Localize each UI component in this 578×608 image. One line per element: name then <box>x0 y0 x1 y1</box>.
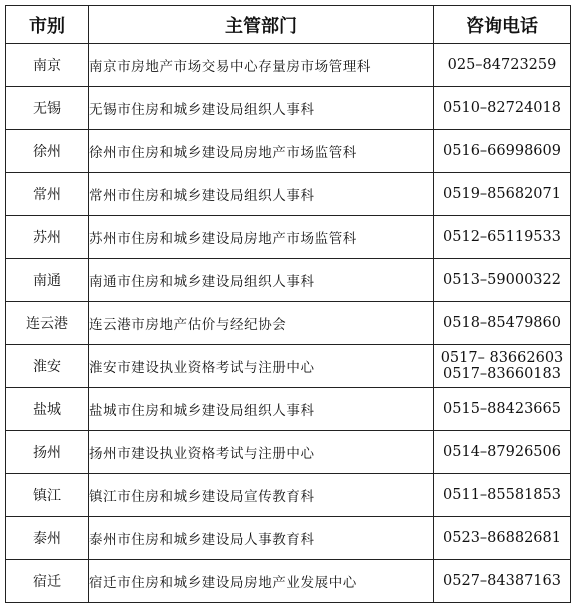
city-cell: 连云港 <box>6 302 89 345</box>
phone-cell <box>434 130 571 173</box>
header-row <box>6 6 571 44</box>
department-cell: 南京市房地产市场交易中心存量房市场管理科 <box>89 44 434 87</box>
phone-cell <box>434 517 571 560</box>
city-cell: 常州 <box>6 173 89 216</box>
department-cell: 苏州市住房和城乡建设局房地产市场监管科 <box>89 216 434 259</box>
phone-number: 0519–85682071 <box>443 186 561 202</box>
phone-number: 0511–85581853 <box>443 487 561 503</box>
table-row <box>6 87 571 130</box>
table-row <box>6 474 571 517</box>
phone-number: 0516–66998609 <box>443 143 561 159</box>
phone-cell <box>434 173 571 216</box>
table-header <box>6 6 571 44</box>
department-cell: 宿迁市住房和城乡建设局房地产业发展中心 <box>89 560 434 603</box>
phone-cell <box>434 474 571 517</box>
table-row <box>6 44 571 87</box>
department-cell: 南通市住房和城乡建设局组织人事科 <box>89 259 434 302</box>
department-cell: 常州市住房和城乡建设局组织人事科 <box>89 173 434 216</box>
phone-number: 025–84723259 <box>447 57 557 73</box>
phone-cell <box>434 44 571 87</box>
city-cell: 宿迁 <box>6 560 89 603</box>
city-cell: 苏州 <box>6 216 89 259</box>
phone-cell <box>434 388 571 431</box>
department-cell: 镇江市住房和城乡建设局宣传教育科 <box>89 474 434 517</box>
table-row <box>6 517 571 560</box>
phone-cell <box>434 431 571 474</box>
table-row <box>6 560 571 603</box>
table-row <box>6 302 571 345</box>
phone-number: 0518–85479860 <box>443 315 561 331</box>
phone-number: 0523–86882681 <box>443 530 561 546</box>
city-cell: 淮安 <box>6 345 89 388</box>
table-row <box>6 173 571 216</box>
city-cell: 南京 <box>6 44 89 87</box>
city-cell: 徐州 <box>6 130 89 173</box>
phone-number: 0513–59000322 <box>443 272 561 288</box>
city-cell: 泰州 <box>6 517 89 560</box>
city-cell: 镇江 <box>6 474 89 517</box>
city-cell: 无锡 <box>6 87 89 130</box>
phone-cell <box>434 302 571 345</box>
phone-cell <box>434 216 571 259</box>
header-department: 主管部门 <box>89 6 434 44</box>
table-row <box>6 259 571 302</box>
table-row <box>6 388 571 431</box>
phone-number: 0514–87926506 <box>443 444 561 460</box>
table-row <box>6 431 571 474</box>
department-cell: 淮安市建设执业资格考试与注册中心 <box>89 345 434 388</box>
phone-cell <box>434 345 571 388</box>
table-row <box>6 216 571 259</box>
city-cell: 南通 <box>6 259 89 302</box>
department-cell: 无锡市住房和城乡建设局组织人事科 <box>89 87 434 130</box>
header-phone: 咨询电话 <box>434 6 571 44</box>
department-cell: 连云港市房地产估价与经纪协会 <box>89 302 434 345</box>
department-cell: 徐州市住房和城乡建设局房地产市场监管科 <box>89 130 434 173</box>
department-cell: 盐城市住房和城乡建设局组织人事科 <box>89 388 434 431</box>
phone-number: 0512–65119533 <box>443 229 561 245</box>
phone-number: 0510–82724018 <box>443 100 561 116</box>
phone-number: 0517–83660183 <box>443 366 561 382</box>
phone-cell <box>434 560 571 603</box>
table-row <box>6 345 571 388</box>
phone-cell <box>434 259 571 302</box>
table-row <box>6 130 571 173</box>
city-cell: 盐城 <box>6 388 89 431</box>
phone-cell <box>434 87 571 130</box>
department-cell: 扬州市建设执业资格考试与注册中心 <box>89 431 434 474</box>
phone-number: 0527–84387163 <box>443 573 561 589</box>
phone-number: 0517– 83662603 <box>440 350 564 366</box>
city-cell: 扬州 <box>6 431 89 474</box>
header-city: 市别 <box>6 6 89 44</box>
department-cell: 泰州市住房和城乡建设局人事教育科 <box>89 517 434 560</box>
phone-number: 0515–88423665 <box>443 401 561 417</box>
contacts-table <box>5 5 571 603</box>
table-body <box>6 44 571 603</box>
